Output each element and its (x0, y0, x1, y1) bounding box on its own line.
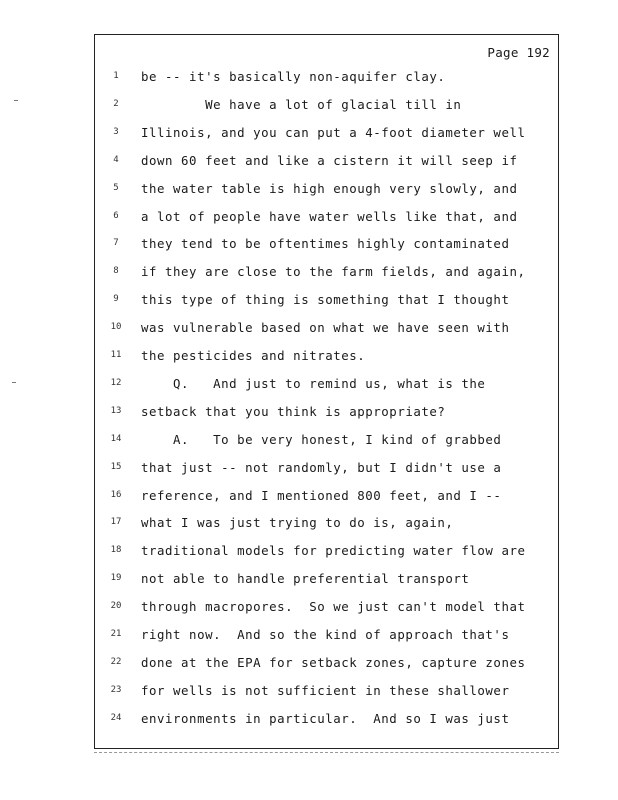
line-text: a lot of people have water wells like that, and (141, 208, 518, 224)
line-text: that just -- not randomly, but I didn't use a (141, 459, 502, 475)
transcript-line (95, 682, 558, 705)
margin-mark-middle (12, 382, 16, 383)
line-number: 2 (113, 98, 119, 109)
transcript-line (95, 375, 558, 398)
transcript-line (95, 294, 558, 314)
transcript-line (95, 208, 558, 231)
line-number: 22 (110, 656, 122, 667)
transcript-line (95, 601, 558, 621)
line-number: 16 (110, 489, 122, 500)
transcript-line (95, 96, 558, 119)
line-text: what I was just trying to do is, again, (141, 515, 454, 531)
transcript-line (95, 431, 558, 454)
transcript-line (95, 238, 558, 258)
transcript-line (95, 124, 558, 147)
line-text: traditional models for predicting water flow are (141, 543, 526, 559)
margin-mark-top (14, 100, 18, 101)
line-text: Illinois, and you can put a 4-foot diameter well (141, 124, 526, 140)
transcript-line (95, 654, 558, 677)
transcript-line (95, 152, 558, 175)
line-number: 15 (110, 461, 122, 472)
line-number: 9 (113, 294, 119, 305)
line-text: done at the EPA for setback zones, capture zones (141, 654, 526, 670)
transcript-line (95, 710, 558, 733)
line-number: 14 (110, 433, 122, 444)
line-text: for wells is not sufficient in these shallower (141, 682, 510, 698)
line-number: 3 (113, 126, 119, 137)
line-text: be -- it's basically non-aquifer clay. (141, 69, 446, 84)
line-text: this type of thing is something that I thought (141, 292, 510, 308)
line-text: the pesticides and nitrates. (141, 348, 366, 363)
transcript-line (95, 629, 558, 649)
line-number: 19 (110, 573, 122, 584)
transcript-line (95, 266, 558, 286)
line-number: 17 (110, 517, 122, 528)
line-text: Q. And just to remind us, what is the (141, 375, 486, 391)
transcript-line (95, 322, 558, 342)
line-text: A. To be very honest, I kind of grabbed (141, 431, 502, 447)
line-text: We have a lot of glacial till in (141, 96, 462, 112)
line-number: 18 (110, 545, 122, 556)
line-number: 4 (113, 154, 119, 165)
line-text: they tend to be oftentimes highly contaminated (141, 236, 510, 252)
line-text: reference, and I mentioned 800 feet, and I -- (141, 487, 502, 503)
line-number: 6 (113, 210, 119, 221)
page-number: Page 192 (487, 45, 550, 60)
transcript-line (95, 487, 558, 510)
line-text: through macropores. So we just can't model that (141, 599, 526, 615)
transcript-line (95, 517, 558, 537)
line-number: 20 (110, 601, 122, 612)
line-number: 23 (110, 684, 122, 695)
transcript-line (95, 573, 558, 593)
line-text: if they are close to the farm fields, and again, (141, 264, 526, 280)
line-number: 5 (113, 182, 119, 193)
line-text: not able to handle preferential transport (141, 571, 470, 587)
line-number: 11 (110, 350, 122, 360)
transcript-line (95, 403, 558, 426)
line-number: 13 (110, 405, 122, 416)
line-text: the water table is high enough very slowly, and (141, 180, 518, 196)
transcript-line (95, 71, 558, 91)
line-number: 24 (110, 712, 122, 723)
bottom-rule (94, 752, 559, 753)
line-text: environments in particular. And so I was just (141, 710, 510, 726)
transcript-line (95, 545, 558, 565)
line-number: 7 (113, 238, 119, 249)
line-text: down 60 feet and like a cistern it will seep if (141, 152, 518, 168)
line-number: 12 (110, 377, 122, 388)
line-number: 21 (110, 629, 122, 639)
transcript-line (95, 459, 558, 482)
line-number: 10 (110, 322, 122, 333)
line-number: 8 (113, 266, 119, 277)
transcript-line (95, 350, 558, 370)
line-text: setback that you think is appropriate? (141, 403, 446, 419)
line-text: was vulnerable based on what we have seen with (141, 320, 510, 336)
transcript-line (95, 180, 558, 203)
line-number: 1 (113, 71, 119, 81)
line-text: right now. And so the kind of approach that's (141, 627, 510, 642)
transcript-page (94, 34, 559, 749)
